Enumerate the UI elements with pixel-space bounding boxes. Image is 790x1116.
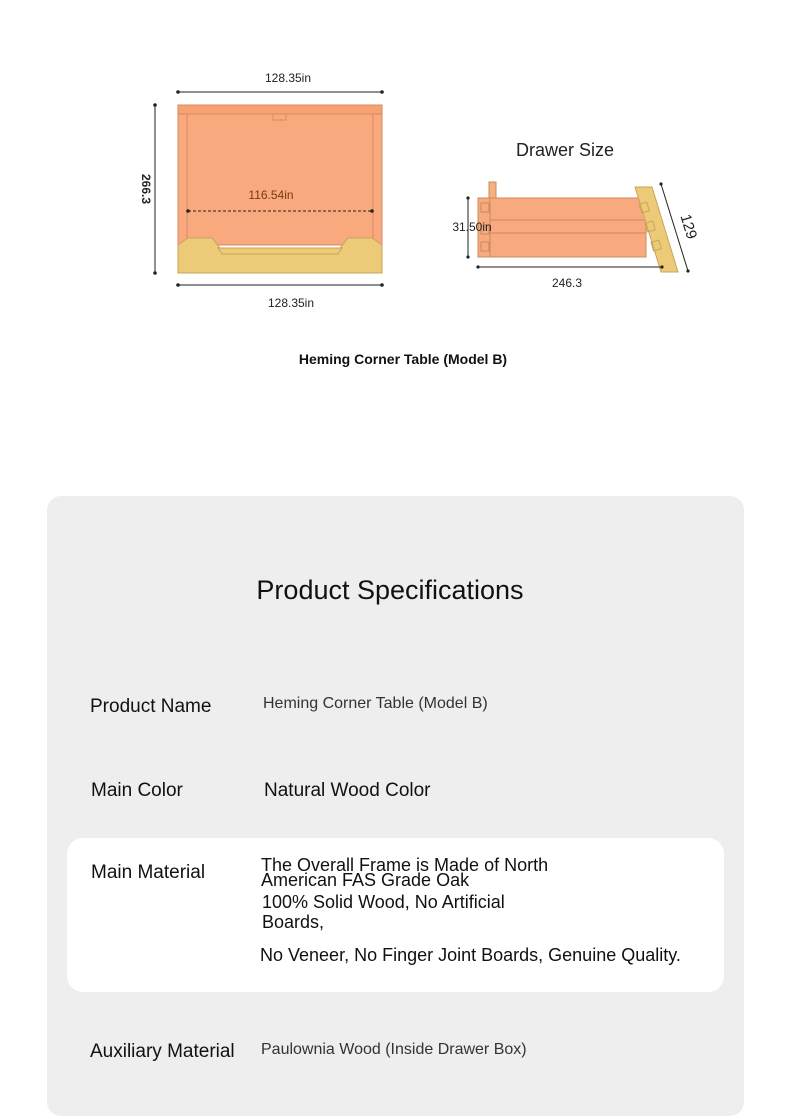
product-name-label: Product Name — [90, 696, 212, 717]
auxiliary-material-value: Paulownia Wood (Inside Drawer Box) — [261, 1041, 527, 1058]
height-dimension — [139, 103, 157, 275]
main-material-label: Main Material — [91, 862, 206, 883]
material-line-4: Boards, — [262, 912, 325, 932]
drawer-depth-label: 129 — [676, 212, 701, 242]
table-dimension-diagram — [0, 0, 790, 340]
drawer-length-label: 246.3 — [551, 276, 583, 290]
material-line-5: No Veneer, No Finger Joint Boards, Genuine Quality. — [260, 945, 681, 965]
main-color-label: Main Color — [91, 780, 183, 801]
inner-width-label: 116.54in — [248, 188, 294, 202]
auxiliary-material-label: Auxiliary Material — [90, 1041, 235, 1062]
top-width-dimension — [176, 71, 384, 94]
material-line-1: The Overall Frame is Made of North — [261, 855, 549, 875]
drawer-height-label: 31.50in — [452, 220, 492, 234]
bottom-width-label: 128.35in — [267, 296, 315, 310]
material-line-2: American FAS Grade Oak — [261, 870, 470, 890]
product-name-value: Heming Corner Table (Model B) — [263, 695, 488, 712]
table-top-view — [178, 105, 382, 273]
drawer-view — [478, 182, 678, 272]
height-label: 266.3 — [139, 173, 153, 205]
diagram-caption: Heming Corner Table (Model B) — [298, 351, 508, 367]
drawer-length-dimension — [476, 265, 663, 290]
drawer-size-title: Drawer Size — [515, 140, 615, 160]
material-line-3: 100% Solid Wood, No Artificial — [262, 892, 505, 912]
top-width-label: 128.35in — [264, 71, 312, 85]
spec-title: Product Specifications — [256, 575, 524, 605]
bottom-width-dimension — [176, 283, 384, 310]
main-color-value: Natural Wood Color — [264, 780, 431, 801]
